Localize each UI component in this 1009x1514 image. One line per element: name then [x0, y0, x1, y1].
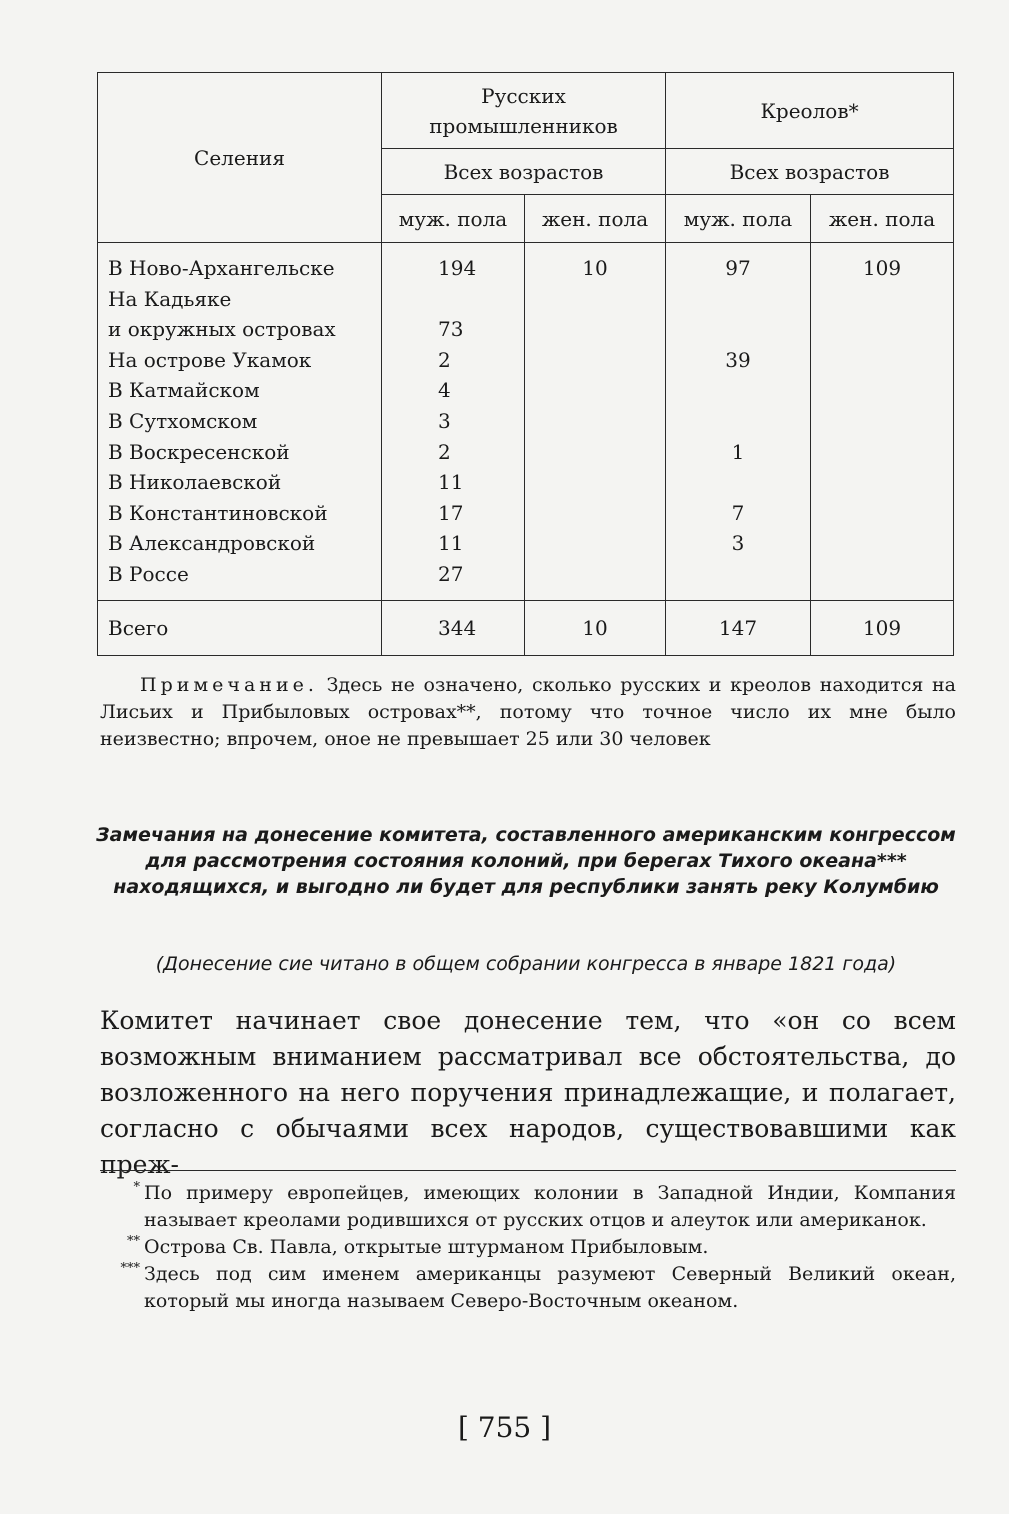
creole-male-value — [666, 314, 810, 345]
settlement-name: В Николаевской — [108, 470, 282, 495]
russian-male-value: 27 — [438, 561, 464, 586]
russian-female-value — [525, 437, 665, 468]
russian-female-value — [525, 375, 665, 406]
creole-female-value — [811, 314, 953, 345]
note-text: Здесь не означено, сколько русских и креолов находится на Лисьих и Прибыловых островах**, потому что точное число их мне было неизвестно; впрочем, оное не превышает 25 или 30 человек — [100, 674, 956, 750]
settlement-name: В Александровской — [108, 531, 316, 556]
creole-female-value — [811, 284, 953, 315]
russian-male-value: 2 — [438, 439, 451, 464]
creole-female-column — [811, 243, 954, 601]
settlement-name: В Воскресенской — [108, 439, 290, 464]
settlement-name: На острове Укамок — [108, 347, 312, 372]
russian-female-value — [525, 467, 665, 498]
creole-male-value — [666, 559, 810, 590]
russian-male-value: 194 — [438, 256, 477, 280]
footnote — [100, 1261, 956, 1315]
russian-female-value — [525, 406, 665, 437]
russian-female-value — [525, 498, 665, 529]
footnote-mark: * — [133, 1180, 140, 1195]
russian-male-value: 11 — [438, 470, 464, 495]
population-table — [97, 72, 954, 656]
settlement-name: В Константиновской — [108, 500, 328, 525]
header-russian-female: жен. пола — [525, 195, 666, 243]
creole-female-value — [811, 406, 953, 437]
header-russians-all-ages: Всех возрастов — [382, 149, 666, 195]
footnote — [100, 1234, 956, 1261]
settlement-name: В Сутхомском — [108, 408, 258, 433]
main-paragraph: Комитет начинает свое донесение тем, что «он со всем возможным вниманием рассматривал все обстоятельства, до возложенного на него поручения принадлежащие, и полагает, согласно с обычаями всех народов, существовавшими как преж- — [100, 1006, 956, 1179]
russian-female-value — [525, 314, 665, 345]
creole-male-column — [666, 243, 811, 601]
header-creole-male: муж. пола — [666, 195, 811, 243]
section-subheading: (Донесение сие читано в общем собрании конгресса в январе 1821 года) — [155, 953, 897, 975]
table-body-row — [98, 243, 954, 601]
header-creoles: Креолов* — [666, 73, 954, 149]
section-heading: Замечания на донесение комитета, составленного американским конгрессом для рассмотрения состояния колоний, при берегах Тихого океана*** находящихся, и выгодно ли будет для республики занять реку Колумбию — [96, 824, 956, 898]
russian-male-value: 11 — [438, 531, 464, 556]
creole-female-value — [811, 498, 953, 529]
russian-female-value — [525, 345, 665, 376]
creole-male-value: 97 — [725, 256, 751, 280]
creole-female-value — [811, 345, 953, 376]
creole-male-value — [666, 375, 810, 406]
header-creole-female: жен. пола — [811, 195, 954, 243]
creole-female-value — [811, 437, 953, 468]
total-creole-male: 147 — [666, 600, 811, 655]
footnote-text: Здесь под сим именем американцы разумеют Северный Великий океан, который мы иногда называем Северо-Восточным океаном. — [144, 1263, 956, 1312]
settlement-name: В Катмайском — [108, 378, 260, 403]
header-creoles-all-ages: Всех возрастов — [666, 149, 954, 195]
note-label: Примечание. — [140, 674, 318, 696]
header-russian-male: муж. пола — [382, 195, 525, 243]
russian-female-value — [525, 528, 665, 559]
footnote-text: Острова Св. Павла, открытые штурманом Прибыловым. — [144, 1236, 709, 1258]
total-russian-female: 10 — [525, 600, 666, 655]
creole-female-value — [811, 467, 953, 498]
page-number: [ 755 ] — [457, 1411, 552, 1444]
header-russians: Русских промышленников — [382, 73, 666, 149]
russian-female-value: 10 — [582, 256, 608, 280]
footnotes — [100, 1180, 956, 1315]
footnote-divider — [100, 1170, 956, 1171]
russian-male-value: 4 — [438, 378, 451, 403]
russian-female-value — [525, 559, 665, 590]
header-settlements: Селения — [98, 73, 382, 243]
creole-male-value — [666, 406, 810, 437]
creole-female-value — [811, 375, 953, 406]
russian-male-value: 3 — [438, 408, 451, 433]
settlement-name: и окружных островах — [108, 317, 336, 342]
creole-female-value: 109 — [862, 256, 902, 280]
total-russian-male: 344 — [382, 600, 525, 655]
russian-female-value — [525, 284, 665, 315]
total-label: Всего — [98, 600, 382, 655]
footnote-mark: *** — [120, 1261, 140, 1276]
total-creole-female: 109 — [811, 600, 954, 655]
settlement-name: В Россе — [108, 561, 189, 586]
russian-male-column — [382, 243, 525, 601]
footnote — [100, 1180, 956, 1234]
footnote-mark: ** — [127, 1234, 140, 1249]
russian-male-value — [438, 284, 524, 315]
creole-female-value — [811, 559, 953, 590]
russian-male-value: 2 — [438, 347, 451, 372]
russian-male-value: 73 — [438, 317, 464, 342]
total-row — [98, 600, 954, 655]
settlement-list — [98, 243, 382, 601]
table-note — [100, 672, 956, 753]
footnote-text: По примеру европейцев, имеющих колонии в Западной Индии, Компания называет креолами родившихся от русских отцов и алеуток или американок. — [144, 1182, 956, 1231]
russian-male-value: 17 — [438, 500, 464, 525]
creole-female-value — [811, 528, 953, 559]
creole-male-value: 7 — [731, 500, 745, 525]
creole-male-value: 39 — [725, 347, 751, 372]
creole-male-value — [666, 284, 810, 315]
creole-male-value — [666, 467, 810, 498]
creole-male-value: 3 — [731, 531, 745, 556]
settlement-name: На Кадьяке — [108, 286, 232, 311]
russian-female-column — [525, 243, 666, 601]
creole-male-value: 1 — [731, 439, 745, 464]
settlement-name: В Ново-Архангельске — [108, 256, 335, 280]
